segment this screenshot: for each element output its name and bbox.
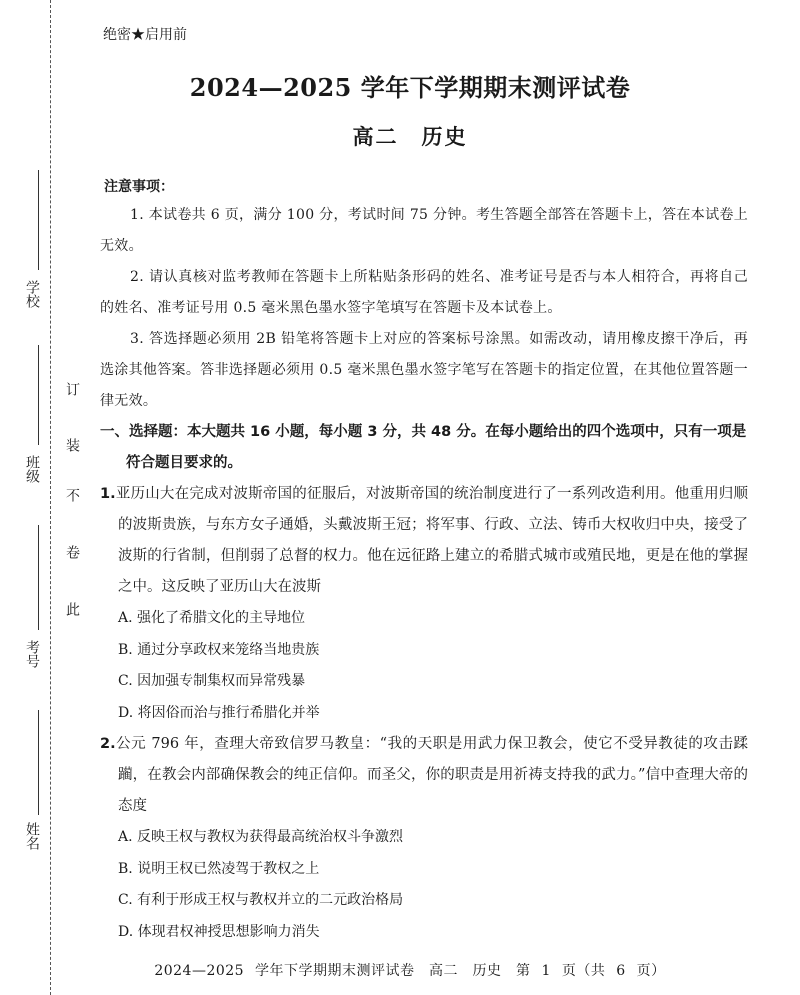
seal-char: 此	[64, 602, 80, 616]
school-label: 学校	[24, 280, 40, 308]
seal-char: 卷	[64, 545, 80, 559]
binding-dashed-line	[50, 0, 51, 995]
confidential-mark: 绝密★启用前	[103, 27, 187, 43]
option-c: C. 有利于形成王权与教权并立的二元政治格局	[118, 892, 404, 908]
question-text: 亚历山大在完成对波斯帝国的征服后，对波斯帝国的统治制度进行了一系列改造利用。他重用归顺的波斯贵族，与东方女子通婚，头戴波斯王冠；将军事、行政、立法、铸币大权收归中央，接受了波斯的行省制，但削弱了总督的权力。他在远征路上建立的希腊式城市或殖民地，更是在他的掌握之中。这反映了亚历山大在波斯	[115, 486, 748, 595]
exam-title: 2024—2025 学年下学期期末测评试卷	[189, 73, 631, 102]
name-blank	[38, 710, 39, 815]
option-a: A. 强化了希腊文化的主导地位	[118, 610, 306, 626]
section-heading: 一、选择题：本大题共 16 小题，每小题 3 分，共 48 分。在每小题给出的四个选项中，只有一项是符合题目要求的。	[100, 424, 747, 471]
note-item: 3. 答选择题必须用 2B 铅笔将答题卡上对应的答案标号涂黑。如需改动，请用橡皮擦干净后，再选涂其他答案。答非选择题必须用 0.5 毫米黑色墨水签字笔写在答题卡的指定位置，在其他位置答题一律无效。	[100, 331, 748, 409]
name-label: 姓名	[24, 822, 40, 850]
option-b: B. 通过分享政权来笼络当地贵族	[118, 641, 320, 658]
note-item: 2. 请认真核对监考教师在答题卡上所粘贴条形码的姓名、准考证号是否与本人相符合，再将自己的姓名、准考证号用 0.5 毫米黑色墨水签字笔填写在答题卡及本试卷上。	[100, 269, 748, 316]
question-number: 1.	[100, 486, 116, 502]
question-text: 公元 796 年，查理大帝致信罗马教皇：“我的天职是用武力保卫教会，使它不受异教徒的攻击蹂躏，在教会内部确保教会的纯正信仰。而圣父，你的职责是用祈祷支持我的武力。”信中查理大帝的态度	[115, 736, 748, 814]
option-d: D. 将因俗而治与推行希腊化并举	[118, 704, 320, 721]
question-1-stem	[100, 479, 748, 603]
seal-char: 不	[64, 488, 80, 502]
question-number: 2.	[100, 736, 116, 752]
option-a: A. 反映王权与教权为获得最高统治权斗争激烈	[118, 829, 404, 845]
question-2-stem	[100, 729, 748, 822]
page-footer: 2024—2025 学年下学期期末测评试卷 高二 历史 第 1 页（共 6 页）	[154, 963, 666, 979]
class-blank	[38, 345, 39, 445]
seal-char: 装	[64, 438, 80, 452]
option-c: C. 因加强专制集权而异常残暴	[118, 673, 306, 689]
exam-no-label: 考号	[24, 640, 40, 668]
class-label: 班级	[24, 455, 40, 483]
option-d: D. 体现君权神授思想影响力消失	[118, 923, 320, 940]
seal-char: 订	[64, 382, 80, 396]
option-b: B. 说明王权已然凌驾于教权之上	[118, 860, 320, 877]
note-item: 1. 本试卷共 6 页，满分 100 分，考试时间 75 分钟。考生答题全部答在答题卡上，答在本试卷上无效。	[100, 207, 748, 254]
exam-subject: 高二 历史	[352, 124, 468, 149]
notes-title: 注意事项：	[104, 179, 174, 195]
exam-content	[100, 170, 748, 948]
exam-no-blank	[38, 525, 39, 630]
school-blank	[38, 170, 39, 270]
